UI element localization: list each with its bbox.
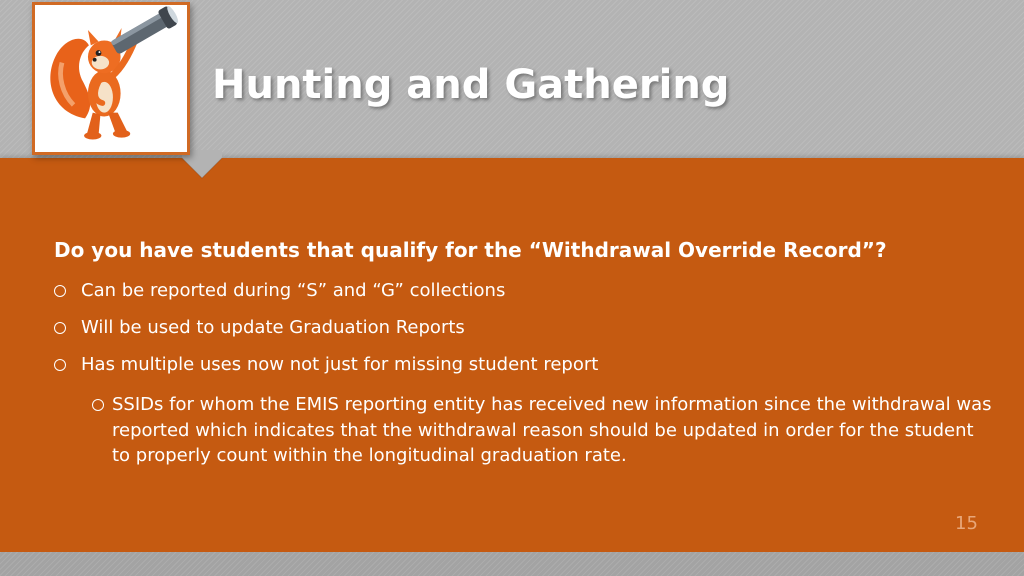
- footer-band: [0, 552, 1024, 576]
- slide-title: Hunting and Gathering: [212, 62, 730, 108]
- squirrel-logo: [32, 2, 190, 155]
- bullet-text: Will be used to update Graduation Reports: [81, 317, 465, 338]
- list-item: [54, 280, 994, 302]
- list-item: [54, 354, 994, 376]
- bullet-text: Can be reported during “S” and “G” collections: [81, 280, 506, 301]
- list-item: [54, 317, 994, 339]
- bullet-list: [54, 280, 994, 391]
- sub-list-item: [92, 392, 1002, 469]
- squirrel-telescope-icon: [35, 5, 187, 152]
- slide-heading: Do you have students that qualify for the “Withdrawal Override Record”?: [54, 238, 887, 262]
- bullet-text: Has multiple uses now not just for missing student report: [81, 354, 599, 375]
- page-number: 15: [955, 513, 978, 534]
- ring-bullet-icon: [54, 322, 66, 334]
- ring-bullet-icon: [54, 359, 66, 371]
- ring-bullet-icon: [54, 285, 66, 297]
- sub-bullet-text: SSIDs for whom the EMIS reporting entity has received new information since the withdrawal was reported which indicates that the withdrawal reason should be updated in order for the student to properly count within the longitudinal graduation rate.: [112, 394, 992, 466]
- ring-bullet-icon: [92, 399, 104, 411]
